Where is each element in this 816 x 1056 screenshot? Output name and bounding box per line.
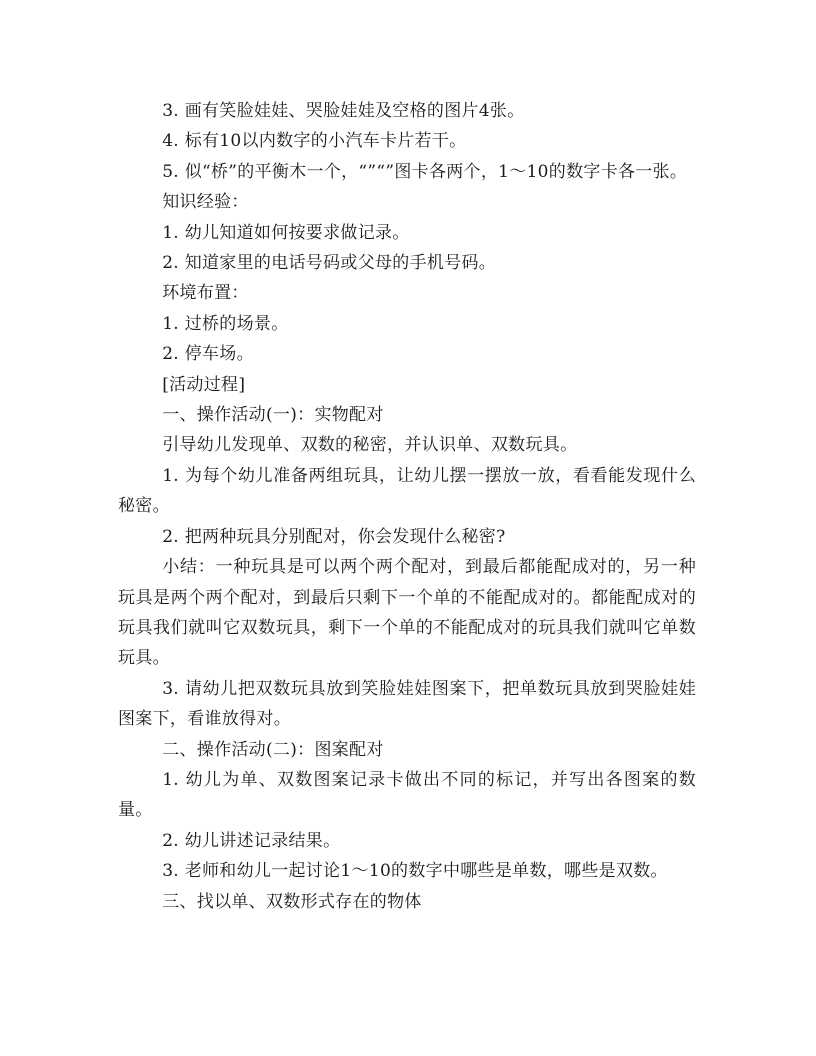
heading-knowledge-experience: 知识经验： bbox=[162, 192, 249, 213]
heading-activity-process: [活动过程] bbox=[162, 374, 246, 395]
paragraph-step-1: 1. 为每个幼儿准备两组玩具，让幼儿摆一摆放一放，看看能发现什么秘密。 bbox=[118, 465, 696, 517]
paragraph-step-2: 2. 把两种玩具分别配对，你会发现什么秘密? bbox=[162, 526, 506, 547]
paragraph-summary: 小结：一种玩具是可以两个两个配对，到最后都能配成对的，另一种玩具是两个两个配对，到最后只剩下一个单的不能配成对的。都能配成对的玩具我们就叫它双数玩具，剩下一个单的不能配成对的玩具我们就叫它单数玩具。 bbox=[118, 557, 696, 669]
paragraph-material-5: 5. 似“桥”的平衡木一个，“”“”图卡各两个，1～10的数字卡各一张。 bbox=[162, 161, 688, 182]
paragraph-knowledge-2: 2. 知道家里的电话号码或父母的手机号码。 bbox=[162, 253, 497, 274]
paragraph-environment-2: 2. 停车场。 bbox=[162, 344, 254, 365]
paragraph-environment-1: 1. 过桥的场景。 bbox=[162, 313, 289, 334]
document-body bbox=[118, 96, 696, 917]
paragraph-guide-children: 引导幼儿发现单、双数的秘密，并认识单、双数玩具。 bbox=[162, 435, 578, 456]
heading-operation-activity-2: 二、操作活动(二)：图案配对 bbox=[162, 739, 384, 760]
paragraph-pattern-2: 2. 幼儿讲述记录结果。 bbox=[162, 830, 341, 851]
paragraph-pattern-3: 3. 老师和幼儿一起讨论1～10的数字中哪些是单数，哪些是双数。 bbox=[162, 861, 668, 882]
paragraph-knowledge-1: 1. 幼儿知道如何按要求做记录。 bbox=[162, 222, 410, 243]
paragraph-step-3: 3. 请幼儿把双数玩具放到笑脸娃娃图案下，把单数玩具放到哭脸娃娃图案下，看谁放得对。 bbox=[118, 678, 696, 730]
heading-environment-setup: 环境布置： bbox=[162, 283, 249, 304]
heading-operation-activity-1: 一、操作活动(一)：实物配对 bbox=[162, 405, 384, 426]
paragraph-material-3: 3. 画有笑脸娃娃、哭脸娃娃及空格的图片4张。 bbox=[162, 101, 525, 121]
paragraph-material-4: 4. 标有10以内数字的小汽车卡片若干。 bbox=[162, 131, 467, 152]
heading-find-objects: 三、找以单、双数形式存在的物体 bbox=[162, 891, 422, 912]
paragraph-pattern-1: 1. 幼儿为单、双数图案记录卡做出不同的标记，并写出各图案的数量。 bbox=[118, 769, 696, 821]
